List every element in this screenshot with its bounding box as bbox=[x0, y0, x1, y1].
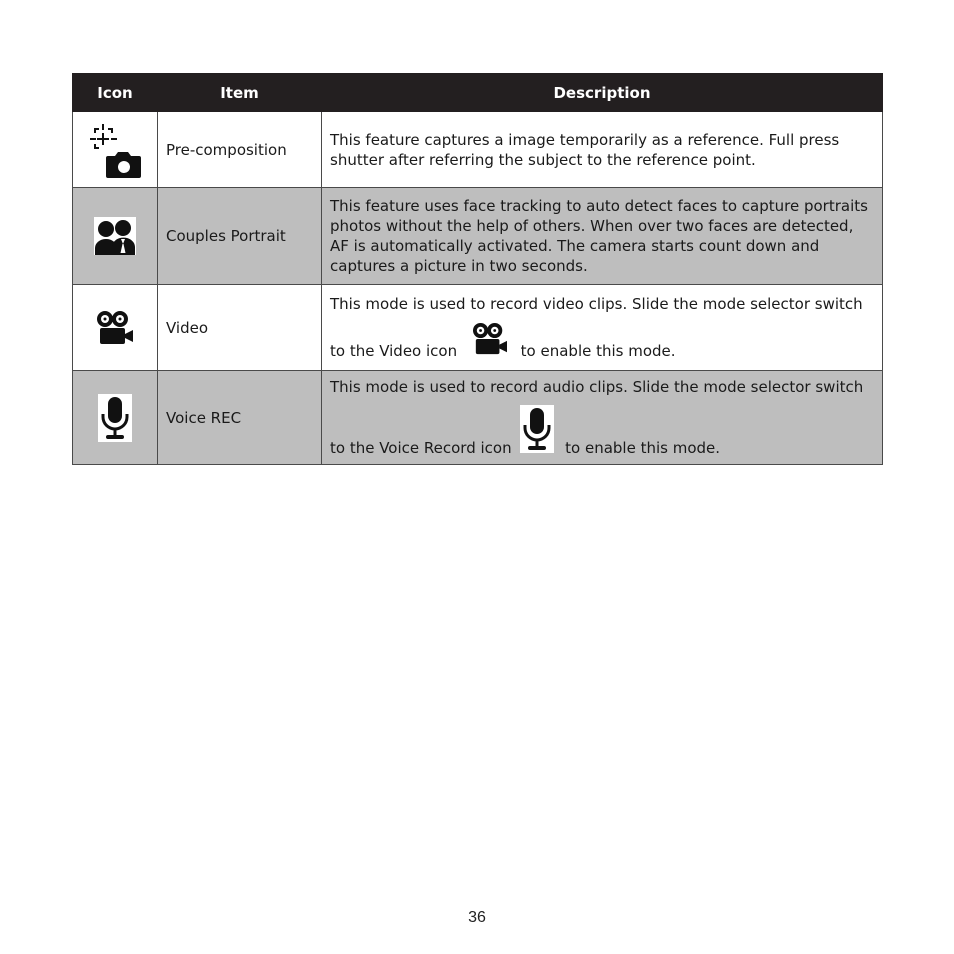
table-row bbox=[73, 188, 883, 285]
description-voice-before-icon: to the Voice Record icon bbox=[330, 439, 512, 457]
page-number: 36 bbox=[468, 909, 486, 926]
couples-portrait-icon bbox=[73, 217, 157, 255]
table-header-row bbox=[73, 74, 883, 112]
description-video-line2 bbox=[330, 322, 874, 361]
video-camera-icon bbox=[472, 322, 508, 361]
table-row bbox=[73, 112, 883, 188]
camera-modes-table bbox=[72, 73, 883, 465]
microphone-icon bbox=[520, 405, 554, 458]
item-voice-rec: Voice REC bbox=[158, 371, 322, 465]
pre-composition-icon bbox=[73, 122, 157, 178]
icon-cell bbox=[73, 285, 158, 371]
icon-cell bbox=[73, 188, 158, 285]
description-voice-rec bbox=[322, 371, 883, 465]
item-pre-composition: Pre-composition bbox=[158, 112, 322, 188]
microphone-icon bbox=[73, 394, 157, 442]
header-icon: Icon bbox=[73, 74, 158, 112]
icon-cell bbox=[73, 112, 158, 188]
table-row bbox=[73, 371, 883, 465]
description-video-line1: This mode is used to record video clips. Slide the mode selector switch bbox=[330, 295, 863, 313]
description-voice-after-icon: to enable this mode. bbox=[565, 439, 721, 457]
item-video: Video bbox=[158, 285, 322, 371]
icon-cell bbox=[73, 371, 158, 465]
description-video bbox=[322, 285, 883, 371]
description-voice-line2 bbox=[330, 405, 874, 458]
description-voice-line1: This mode is used to record audio clips. Slide the mode selector switch bbox=[330, 378, 864, 396]
item-couples-portrait: Couples Portrait bbox=[158, 188, 322, 285]
video-camera-icon bbox=[73, 310, 157, 346]
description-couples-portrait: This feature uses face tracking to auto detect faces to capture portraits photos without the help of others. When over two faces are detected, AF is automatically activated. The camera starts count down and captures a picture in two seconds. bbox=[322, 188, 883, 285]
description-pre-composition: This feature captures a image temporarily as a reference. Full press shutter after referring the subject to the reference point. bbox=[322, 112, 883, 188]
table-row bbox=[73, 285, 883, 371]
description-video-before-icon: to the Video icon bbox=[330, 342, 458, 360]
description-video-after-icon: to enable this mode. bbox=[520, 342, 676, 360]
header-description: Description bbox=[322, 74, 883, 112]
header-item: Item bbox=[158, 74, 322, 112]
